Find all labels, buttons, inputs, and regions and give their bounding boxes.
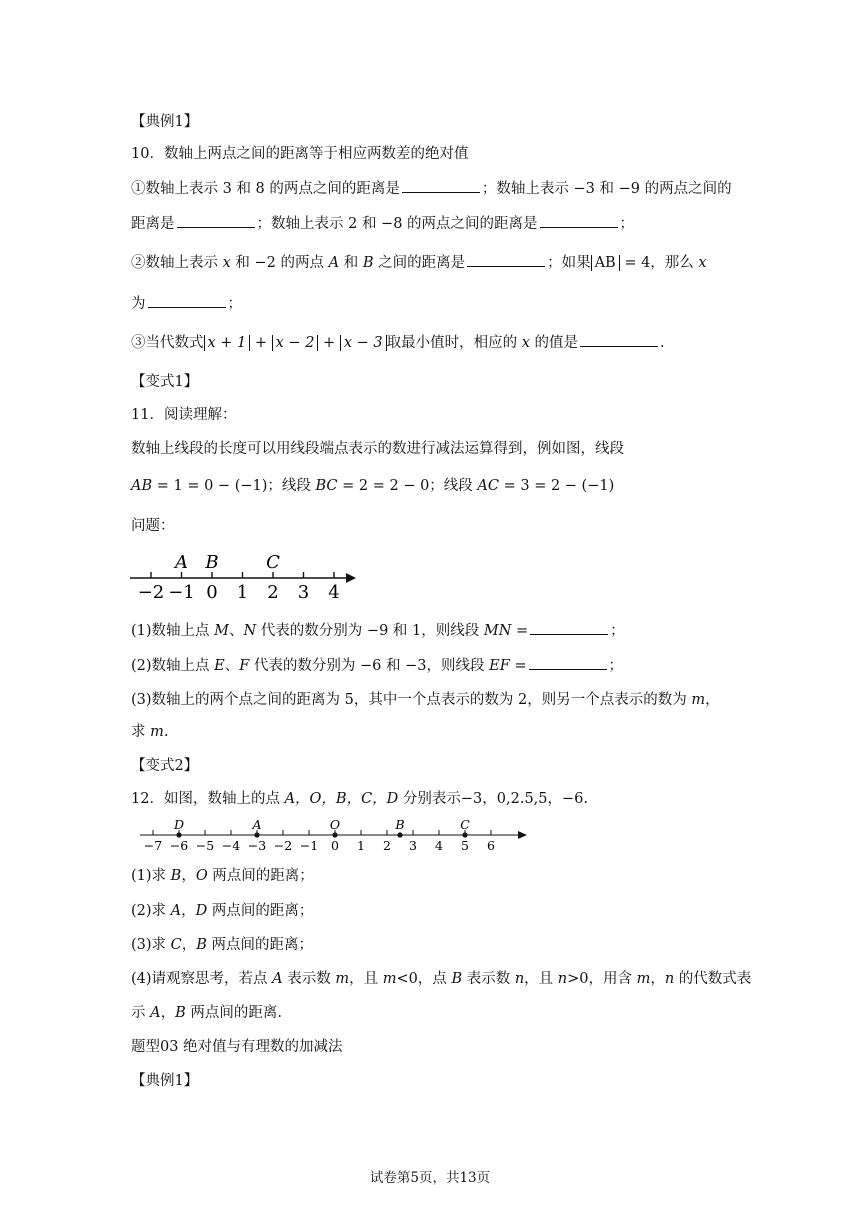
q11-line-1: 数轴上线段的长度可以用线段端点表示的数进行减法运算得到，例如图，线段 — [131, 441, 624, 457]
q10-line-4: 为 ； — [131, 293, 242, 314]
example-2-heading: 【典例1】 — [131, 1073, 199, 1089]
q12-part-4-cont: 示 A，B 两点间的距离. — [131, 1005, 282, 1021]
answer-blank[interactable] — [148, 293, 226, 308]
abs-term-3: x − 3 — [340, 335, 387, 351]
q12-part-2: (2)求 A，D 两点间的距离； — [131, 903, 314, 919]
tick-label: 0 — [331, 838, 339, 853]
point-label: D — [173, 817, 185, 832]
q11-part-3-cont: 求 m. — [131, 724, 169, 740]
number-line-2 — [140, 814, 540, 854]
point-label: C — [266, 552, 280, 573]
q10-line-1: ①数轴上表示 3 和 8 的两点之间的距离是 ；数轴上表示 −3 和 −9 的两点之间的 — [131, 178, 732, 199]
tick-label: 1 — [357, 838, 365, 853]
abs-term-2: x − 2 — [272, 335, 319, 351]
question-12-title: 12．如图，数轴上的点 A，O，B，C，D 分别表示−3，0,2.5,5，−6. — [131, 791, 588, 807]
example-heading: 【典例1】 — [131, 114, 199, 130]
page-footer: 试卷第5页，共13页 — [369, 1170, 491, 1186]
answer-blank[interactable] — [467, 252, 545, 267]
q12-part-4: (4)请观察思考，若点 A 表示数 m，且 m<0，点 B 表示数 n，且 n>0，用含 m，n 的代数式表 — [131, 971, 752, 987]
abs-ab: AB — [591, 255, 620, 271]
tick-label: 3 — [409, 838, 417, 853]
tick-label: 2 — [267, 582, 279, 603]
tick-label: −2 — [273, 838, 293, 853]
tick-label: −2 — [137, 582, 165, 603]
point-label: C — [460, 817, 470, 832]
q10-line-5: ③当代数式 x + 1 + x − 2 + x − 3 取最小值时，相应的 x 的值是 . — [131, 332, 665, 353]
q11-part-3: (3)数轴上的两个点之间的距离为 5，其中一个点表示的数为 2，则另一个点表示的数为 m， — [131, 692, 720, 708]
q10-line-2: 距离是 ；数轴上表示 2 和 −8 的两点之间的距离是 ； — [131, 213, 634, 234]
tick-label: 4 — [435, 838, 443, 853]
q11-part-1: (1)数轴上点 M、N 代表的数分别为 −9 和 1，则线段 MN = ； — [131, 620, 625, 641]
number-line-1 — [128, 550, 368, 605]
point-dot — [462, 832, 467, 837]
tick-label: 6 — [487, 838, 495, 853]
answer-blank[interactable] — [530, 620, 608, 635]
answer-blank[interactable] — [540, 213, 618, 228]
q11-question-label: 问题： — [131, 518, 175, 534]
section-heading: 题型03 绝对值与有理数的加减法 — [131, 1039, 343, 1055]
variant-2-heading: 【变式2】 — [131, 758, 199, 774]
tick-label: −1 — [299, 838, 319, 853]
answer-blank[interactable] — [529, 655, 607, 670]
variant-1-heading: 【变式1】 — [131, 374, 199, 390]
tick-label: 2 — [383, 838, 391, 853]
tick-label: 1 — [236, 582, 249, 603]
answer-blank[interactable] — [402, 178, 480, 193]
question-11-title: 11．阅读理解： — [131, 407, 237, 423]
answer-blank[interactable] — [177, 213, 255, 228]
tick-label: 5 — [461, 838, 469, 853]
point-dot — [332, 832, 337, 837]
tick-label: −4 — [221, 838, 241, 853]
tick-label: 0 — [206, 582, 218, 603]
point-label: A — [175, 552, 188, 573]
point-dot — [397, 832, 402, 837]
question-10-title: 10．数轴上两点之间的距离等于相应两数差的绝对值 — [131, 146, 469, 162]
abs-term-1: x + 1 — [204, 335, 251, 351]
tick-label: −3 — [247, 838, 267, 853]
tick-label: −1 — [168, 582, 195, 603]
q11-part-2: (2)数轴上点 E、F 代表的数分别为 −6 和 −3，则线段 EF = ； — [131, 655, 623, 676]
q12-part-3: (3)求 C，B 两点间的距离； — [131, 937, 314, 953]
tick-label: −5 — [195, 838, 215, 853]
answer-blank[interactable] — [580, 332, 658, 347]
point-label: B — [205, 552, 219, 573]
point-dot — [176, 832, 181, 837]
axis-arrow — [346, 573, 356, 583]
q10-line-3: ②数轴上表示 x 和 −2 的两点 A 和 B 之间的距离是 ；如果 AB = 4，那么 x — [131, 252, 707, 273]
axis-arrow — [518, 831, 527, 839]
tick-label: −6 — [169, 838, 189, 853]
point-dot — [254, 832, 259, 837]
q12-part-1: (1)求 B，O 两点间的距离； — [131, 868, 314, 884]
point-label: B — [395, 817, 405, 832]
tick-label: 4 — [328, 582, 340, 603]
tick-label: 3 — [297, 582, 310, 603]
tick-label: −7 — [143, 838, 163, 853]
q11-line-2: AB = 1 = 0 − (−1)；线段 BC = 2 = 2 − 0；线段 AC = 3 = 2 − (−1) — [131, 478, 615, 494]
point-label: O — [329, 817, 341, 832]
point-label: A — [252, 817, 262, 832]
